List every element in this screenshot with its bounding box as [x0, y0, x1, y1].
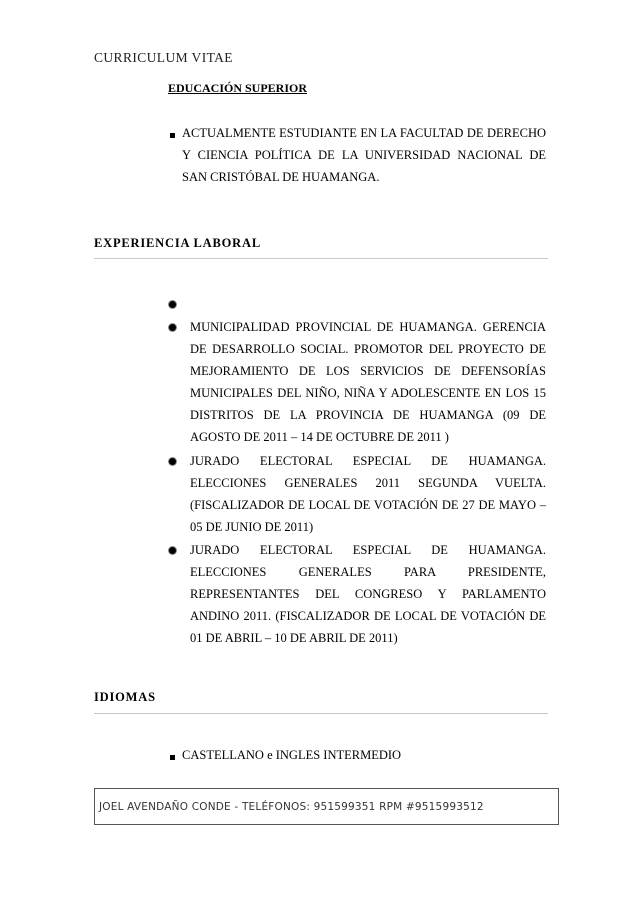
- footer-contact: JOEL AVENDAÑO CONDE - TELÉFONOS: 951599351 RPM #9515993512: [99, 801, 484, 813]
- experience-item: MUNICIPALIDAD PROVINCIAL DE HUAMANGA. GERENCIA DE DESARROLLO SOCIAL. PROMOTOR DEL PROYECTO DE MEJORAMIENTO DE LOS SERVICIOS DE DEFENSORÍAS MUNICIPALES DEL NIÑO, NIÑA Y ADOLESCENTE EN LOS 15 DISTRITOS DE LA PROVINCIA DE HUAMANGA (09 DE AGOSTO DE 2011 – 14 DE OCTUBRE DE 2011 ): [190, 320, 546, 444]
- experience-item: JURADO ELECTORAL ESPECIAL DE HUAMANGA. ELECCIONES GENERALES 2011 SEGUNDA VUELTA. (FISCALIZADOR DE LOCAL DE VOTACIÓN DE 27 DE MAYO – 05 DE JUNIO DE 2011): [190, 454, 546, 534]
- language-item: CASTELLANO e INGLES INTERMEDIO: [182, 748, 402, 762]
- education-item: ACTUALMENTE ESTUDIANTE EN LA FACULTAD DE DERECHO Y CIENCIA POLÍTICA DE LA UNIVERSIDAD NACIONAL DE SAN CRISTÓBAL DE HUAMANGA.: [182, 126, 546, 184]
- document-title: CURRICULUM VITAE: [94, 50, 233, 65]
- bullet-dot: [169, 324, 176, 331]
- education-heading: EDUCACIÓN SUPERIOR: [168, 81, 308, 95]
- experience-item: JURADO ELECTORAL ESPECIAL DE HUAMANGA. ELECCIONES GENERALES PARA PRESIDENTE, REPRESENTANTES DEL CONGRESO Y PARLAMENTO ANDINO 2011. (FISCALIZADOR DE LOCAL DE VOTACIÓN DE 01 DE ABRIL – 10 DE ABRIL DE 2011): [190, 543, 546, 645]
- languages-heading: IDIOMAS: [94, 690, 156, 704]
- footer-box: [94, 788, 559, 825]
- bullet-dot: [169, 458, 176, 465]
- bullet-dot: [169, 547, 176, 554]
- bullet-square: [170, 755, 175, 760]
- section-divider: [94, 713, 548, 714]
- section-divider: [94, 258, 548, 259]
- experience-heading: EXPERIENCIA LABORAL: [94, 236, 261, 250]
- bullet-square: [170, 133, 175, 138]
- bullet-dot: [169, 301, 176, 308]
